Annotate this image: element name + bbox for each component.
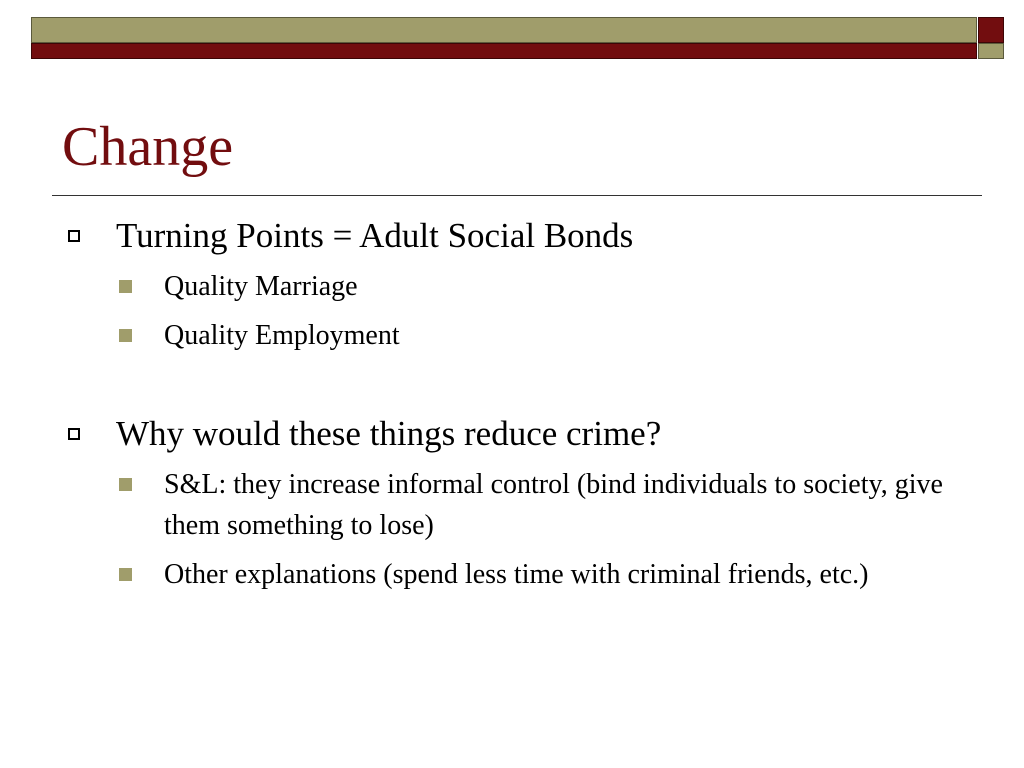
sub-bullet-item: [62, 554, 972, 595]
sub-bullet-item: [62, 315, 972, 356]
slide-title: Change: [62, 116, 234, 178]
filled-square-icon: [119, 568, 132, 581]
sub-bullet-text: Other explanations (spend less time with criminal friends, etc.): [164, 559, 869, 590]
hollow-square-icon: [68, 428, 80, 440]
header-band-maroon: [31, 43, 977, 59]
corner-square-olive: [978, 43, 1004, 59]
header-band-olive: [31, 17, 977, 43]
filled-square-icon: [119, 329, 132, 342]
bullet-text: Turning Points = Adult Social Bonds: [116, 216, 634, 255]
sub-bullet-item: [62, 266, 972, 307]
bullet-text: Why would these things reduce crime?: [116, 414, 662, 453]
filled-square-icon: [119, 280, 132, 293]
hollow-square-icon: [68, 230, 80, 242]
title-divider: [52, 195, 982, 196]
sub-bullet-text: Quality Employment: [164, 320, 400, 351]
corner-square-maroon: [978, 17, 1004, 43]
sub-bullet-item: [62, 464, 972, 546]
bullet-item: [62, 214, 972, 258]
sub-bullet-text: Quality Marriage: [164, 271, 358, 302]
bullet-item: [62, 412, 972, 456]
sub-bullet-text: S&L: they increase informal control (bind individuals to society, give them something to lose): [164, 469, 943, 541]
slide-body: [62, 214, 972, 595]
filled-square-icon: [119, 478, 132, 491]
